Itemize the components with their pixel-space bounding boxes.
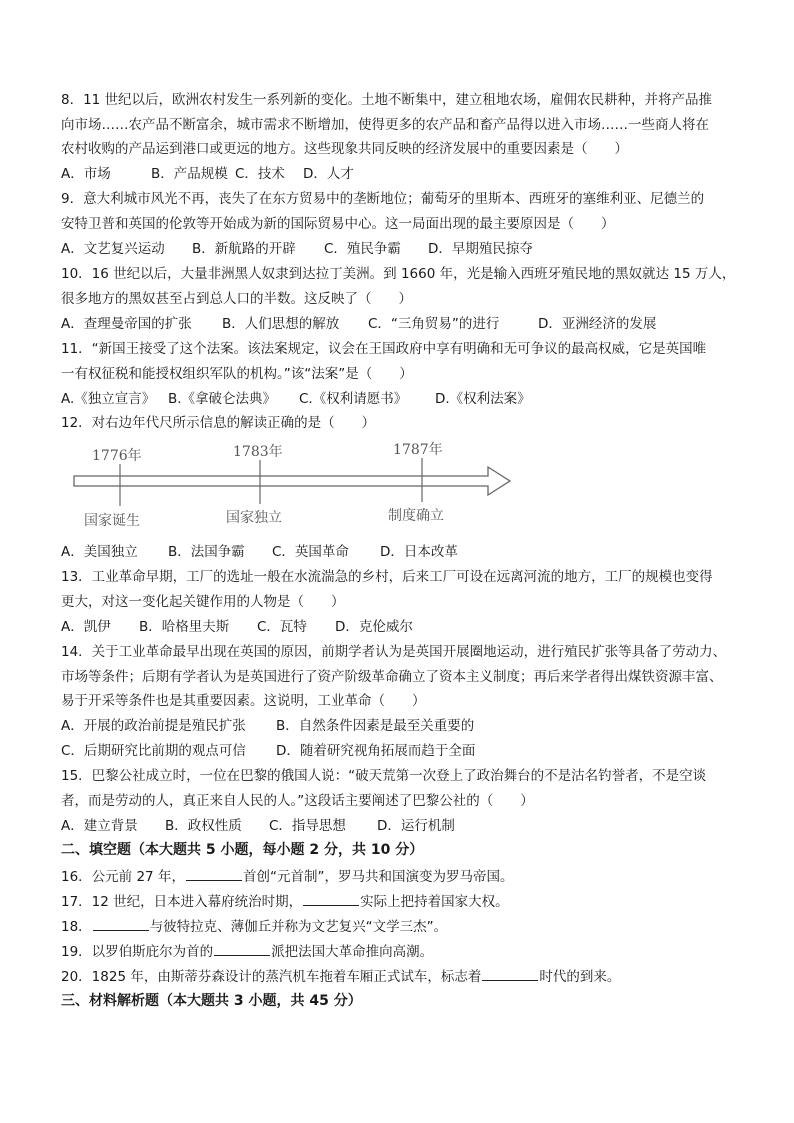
q12-options [61,543,458,561]
q17-pre: 17．12 世纪，日本进入幕府统治时期， [61,894,303,910]
q13-stem-line1: 13．工业革命早期，工厂的选址一般在水流湍急的乡村，后来工厂可设在远离河流的地方，工厂的规模也变得 [61,569,713,585]
section-2-heading: 二、填空题（本大题共 5 小题，每小题 2 分，共 10 分） [61,842,424,858]
q9-stem-line1: 9．意大利城市风光不再，丧失了在东方贸易中的垄断地位；葡萄牙的里斯本、西班牙的塞维利亚、尼德兰的 [61,191,705,207]
q13-stem-line2: 更大，对这一变化起关键作用的人物是（ ） [61,594,345,610]
q20-blank[interactable] [482,967,538,981]
q16-blank[interactable] [186,867,242,881]
q10-stem-line2: 很多地方的黑奴甚至占到总人口的半数。这反映了（ ） [61,291,412,307]
q14-stem-line2: 市场等条件；后期有学者认为是英国进行了资产阶级革命确立了资本主义制度；再后来学者得出煤铁资源丰富、 [61,669,723,685]
q10-option-b: B．人们思想的解放 [222,316,340,332]
q9-options [61,240,533,258]
q12-option-c: C．英国革命 [272,544,349,560]
q10-stem-line1: 10．16 世纪以后，大量非洲黑人奴隶到达拉丁美洲。到 1660 年，光是输入西班牙殖民地的黑奴就达 15 万人， [61,266,736,282]
q11-stem-line2: 一有权征税和能授权组织军队的机构。”该“法案”是（ ） [61,366,413,382]
q15-stem-line2: 者，而是劳动的人，真正来自人民的人。”这段话主要阐述了巴黎公社的（ ） [61,793,534,809]
q13-option-a: A．凯伊 [61,619,111,635]
q14-option-a: A．开展的政治前提是殖民扩张 [61,718,246,734]
timeline-label-independence: 国家独立 [226,510,282,526]
q15-option-d: D．运行机制 [377,818,455,834]
timeline-label-birth: 国家诞生 [84,513,140,529]
q8-options [61,165,354,183]
q18-blank[interactable] [93,917,149,931]
q17-post: 实际上把持着国家大权。 [360,894,509,910]
q10-options [61,315,656,333]
q16-post: 首创“元首制”，罗马共和国演变为罗马帝国。 [242,869,514,885]
q8-stem-line3: 农村收购的产品运到港口或更远的地方。这些现象共同反映的经济发展中的重要因素是（ ） [61,141,628,157]
q11-option-d: D.《权利法案》 [435,391,531,407]
q18-pre: 18． [61,919,92,935]
q14-stem-line1: 14．关于工业革命最早出现在英国的原因，前期学者认为是英国开展圈地运动，进行殖民扩张等具备了劳动力、 [61,644,727,660]
q20-line [61,967,620,986]
q15-option-b: B．政权性质 [165,818,242,834]
q13-option-c: C．瓦特 [257,619,307,635]
q12-option-b: B．法国争霸 [168,544,245,560]
q10-option-c: C．“三角贸易”的进行 [368,316,500,332]
timeline-figure [70,436,520,536]
q13-option-b: B．哈格里夫斯 [139,619,230,635]
q11-stem-line1: 11．“新国王接受了这个法案。该法案规定，议会在王国政府中享有明确和无可争议的最高权威，它是英国唯 [61,341,707,357]
q14-option-d: D．随着研究视角拓展而趋于全面 [276,743,476,759]
q10-option-a: A．查理曼帝国的扩张 [61,316,192,332]
q12-option-d: D．日本改革 [380,544,458,560]
q18-post: 与彼特拉克、薄伽丘并称为文艺复兴“文学三杰”。 [149,919,448,935]
q8-stem-line2: 向市场……农产品不断富余，城市需求不断增加，使得更多的农产品和畜产品得以进入市场……一些商人将在 [61,117,709,133]
q13-options [61,618,413,636]
q12-stem: 12．对右边年代尺所示信息的解读正确的是（ ） [61,415,376,431]
q17-blank[interactable] [303,892,359,906]
q15-options [61,817,455,835]
q18-line [61,917,447,936]
q9-option-d: D．早期殖民掠夺 [428,241,533,257]
q12-option-a: A．美国独立 [61,544,138,560]
q19-pre: 19．以罗伯斯庇尔为首的 [61,944,214,960]
timeline-year-1787: 1787年 [393,442,443,458]
q8-option-d: D．人才 [303,166,354,182]
q9-option-a: A．文艺复兴运动 [61,241,165,257]
q11-option-b: B.《拿破仑法典》 [168,391,277,407]
q19-line [61,942,433,961]
timeline-arrow [74,467,510,495]
q8-option-b: B．产品规模 [151,166,228,182]
q11-option-a: A.《独立宣言》 [61,391,156,407]
q8-option-c: C．技术 [235,166,285,182]
q14-option-b: B．自然条件因素是最至关重要的 [276,718,475,734]
q11-options [61,390,531,408]
q16-pre: 16．公元前 27 年， [61,869,185,885]
q20-pre: 20．1825 年，由斯蒂芬森设计的蒸汽机车拖着车厢正式试车，标志着 [61,969,482,985]
q15-option-a: A．建立背景 [61,818,138,834]
section-3-heading: 三、材料解析题（本大题共 3 小题，共 45 分） [61,993,362,1009]
q11-option-c: C.《权利请愿书》 [299,391,408,407]
q9-option-b: B．新航路的开辟 [192,241,296,257]
q14-stem-line3: 易于开采等条件也是其重要因素。这说明，工业革命（ ） [61,693,426,709]
q14-options-row1 [61,717,474,735]
q8-stem-line1: 8．11 世纪以后，欧洲农村发生一系列新的变化。土地不断集中，建立租地农场，雇佣农民耕种，并将产品推 [61,92,713,108]
q20-post: 时代的到来。 [539,969,621,985]
q10-option-d: D．亚洲经济的发展 [538,316,657,332]
q15-stem-line1: 15．巴黎公社成立时，一位在巴黎的俄国人说：“破天荒第一次登上了政治舞台的不是沽名钓誉者，不是空谈 [61,768,707,784]
q19-post: 派把法国大革命推向高潮。 [271,944,434,960]
q9-option-c: C．殖民争霸 [324,241,401,257]
q19-blank[interactable] [214,942,270,956]
timeline-year-1783: 1783年 [233,444,283,460]
q17-line [61,892,509,911]
q14-options-row2 [61,742,475,760]
q15-option-c: C．指导思想 [269,818,346,834]
q8-option-a: A．市场 [61,166,111,182]
q9-stem-line2: 安特卫普和英国的伦敦等开始成为新的国际贸易中心。这一局面出现的最主要原因是（ ） [61,216,615,232]
timeline-year-1776: 1776年 [92,448,142,464]
timeline-label-system: 制度确立 [388,508,444,524]
q14-option-c: C．后期研究比前期的观点可信 [61,743,246,759]
q16-line [61,867,513,886]
q13-option-d: D．克伦威尔 [335,619,413,635]
